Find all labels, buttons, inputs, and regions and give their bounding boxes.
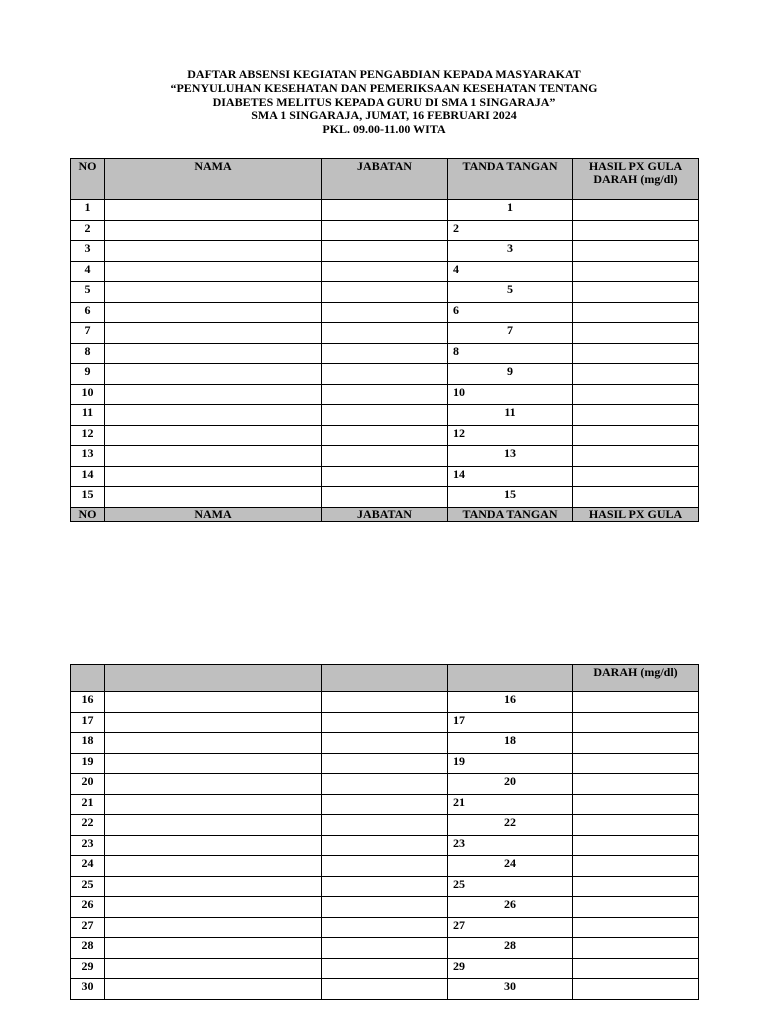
cell-jabatan xyxy=(322,425,448,446)
table-row xyxy=(71,917,699,938)
cell-nama xyxy=(105,692,322,713)
title-line-2: “PENYULUHAN KESEHATAN DAN PEMERIKSAAN KESEHATAN TENTANG xyxy=(170,80,598,95)
cell-tanda-tangan: 13 xyxy=(448,446,573,467)
row-number: 7 xyxy=(71,323,105,344)
cell-nama xyxy=(105,282,322,303)
header-no-empty xyxy=(71,665,105,692)
row-number: 6 xyxy=(71,302,105,323)
row-number: 25 xyxy=(71,876,105,897)
cell-tanda-tangan: 28 xyxy=(448,938,573,959)
table-row xyxy=(71,220,699,241)
row-number: 28 xyxy=(71,938,105,959)
cell-hasil xyxy=(573,323,699,344)
cell-jabatan xyxy=(322,794,448,815)
cell-hasil xyxy=(573,343,699,364)
cell-hasil xyxy=(573,958,699,979)
cell-tanda-tangan: 11 xyxy=(448,405,573,426)
cell-hasil xyxy=(573,405,699,426)
cell-nama xyxy=(105,815,322,836)
row-number: 24 xyxy=(71,856,105,877)
cell-tanda-tangan: 9 xyxy=(448,364,573,385)
table-row xyxy=(71,466,699,487)
header-jabatan-empty xyxy=(322,665,448,692)
cell-nama xyxy=(105,897,322,918)
header-nama-empty xyxy=(105,665,322,692)
attendance-table-1 xyxy=(70,158,699,522)
cell-nama xyxy=(105,323,322,344)
table-row xyxy=(71,282,699,303)
row-number: 4 xyxy=(71,261,105,282)
cell-hasil xyxy=(573,220,699,241)
row-number: 15 xyxy=(71,487,105,508)
cell-jabatan xyxy=(322,364,448,385)
cell-nama xyxy=(105,938,322,959)
table-row xyxy=(71,405,699,426)
header-hasil xyxy=(573,159,699,200)
cell-tanda-tangan: 20 xyxy=(448,774,573,795)
row-number: 29 xyxy=(71,958,105,979)
header-hasil-line-1: HASIL PX GULA xyxy=(588,159,683,173)
footer-tanda-tangan: TANDA TANGAN xyxy=(448,507,573,521)
cell-tanda-tangan: 29 xyxy=(448,958,573,979)
cell-hasil xyxy=(573,692,699,713)
cell-tanda-tangan: 12 xyxy=(448,425,573,446)
cell-hasil xyxy=(573,938,699,959)
cell-hasil xyxy=(573,282,699,303)
cell-jabatan xyxy=(322,692,448,713)
cell-tanda-tangan: 7 xyxy=(448,323,573,344)
row-number: 2 xyxy=(71,220,105,241)
row-number: 16 xyxy=(71,692,105,713)
cell-jabatan xyxy=(322,753,448,774)
cell-nama xyxy=(105,774,322,795)
cell-hasil xyxy=(573,979,699,1000)
document-title xyxy=(0,68,768,137)
row-number: 20 xyxy=(71,774,105,795)
row-number: 11 xyxy=(71,405,105,426)
footer-nama: NAMA xyxy=(105,507,322,521)
table-row xyxy=(71,733,699,754)
cell-tanda-tangan: 27 xyxy=(448,917,573,938)
cell-nama xyxy=(105,753,322,774)
table-row xyxy=(71,856,699,877)
cell-tanda-tangan: 16 xyxy=(448,692,573,713)
table-row xyxy=(71,897,699,918)
table-header-row xyxy=(71,665,699,692)
cell-hasil xyxy=(573,835,699,856)
cell-nama xyxy=(105,343,322,364)
cell-jabatan xyxy=(322,979,448,1000)
cell-nama xyxy=(105,876,322,897)
row-number: 9 xyxy=(71,364,105,385)
row-number: 19 xyxy=(71,753,105,774)
cell-jabatan xyxy=(322,876,448,897)
cell-nama xyxy=(105,979,322,1000)
cell-tanda-tangan: 8 xyxy=(448,343,573,364)
cell-jabatan xyxy=(322,815,448,836)
cell-tanda-tangan: 19 xyxy=(448,753,573,774)
cell-hasil xyxy=(573,774,699,795)
table-row xyxy=(71,241,699,262)
row-number: 21 xyxy=(71,794,105,815)
cell-hasil xyxy=(573,425,699,446)
cell-hasil xyxy=(573,466,699,487)
cell-tanda-tangan: 3 xyxy=(448,241,573,262)
title-line-1: DAFTAR ABSENSI KEGIATAN PENGABDIAN KEPADA MASYARAKAT xyxy=(187,67,581,81)
cell-hasil xyxy=(573,897,699,918)
cell-tanda-tangan: 4 xyxy=(448,261,573,282)
cell-jabatan xyxy=(322,446,448,467)
row-number: 13 xyxy=(71,446,105,467)
cell-jabatan xyxy=(322,897,448,918)
header-tanda-tangan-empty xyxy=(448,665,573,692)
header-tanda-tangan: TANDA TANGAN xyxy=(448,159,573,200)
cell-nama xyxy=(105,200,322,221)
cell-hasil xyxy=(573,241,699,262)
cell-hasil xyxy=(573,712,699,733)
cell-tanda-tangan: 24 xyxy=(448,856,573,877)
cell-jabatan xyxy=(322,774,448,795)
cell-tanda-tangan: 23 xyxy=(448,835,573,856)
header-nama: NAMA xyxy=(105,159,322,200)
row-number: 26 xyxy=(71,897,105,918)
table-row xyxy=(71,302,699,323)
row-number: 27 xyxy=(71,917,105,938)
row-number: 23 xyxy=(71,835,105,856)
row-number: 1 xyxy=(71,200,105,221)
row-number: 18 xyxy=(71,733,105,754)
table-row xyxy=(71,938,699,959)
cell-nama xyxy=(105,261,322,282)
table-row xyxy=(71,425,699,446)
row-number: 14 xyxy=(71,466,105,487)
cell-nama xyxy=(105,958,322,979)
cell-hasil xyxy=(573,446,699,467)
cell-jabatan xyxy=(322,261,448,282)
cell-tanda-tangan: 14 xyxy=(448,466,573,487)
table-row xyxy=(71,876,699,897)
table-row xyxy=(71,692,699,713)
cell-nama xyxy=(105,384,322,405)
cell-hasil xyxy=(573,856,699,877)
cell-tanda-tangan: 17 xyxy=(448,712,573,733)
cell-jabatan xyxy=(322,712,448,733)
cell-jabatan xyxy=(322,220,448,241)
header-hasil-line-2: DARAH (mg/dl) xyxy=(593,172,678,186)
cell-nama xyxy=(105,466,322,487)
cell-nama xyxy=(105,425,322,446)
cell-hasil xyxy=(573,815,699,836)
cell-hasil xyxy=(573,261,699,282)
cell-tanda-tangan: 25 xyxy=(448,876,573,897)
cell-tanda-tangan: 10 xyxy=(448,384,573,405)
cell-jabatan xyxy=(322,733,448,754)
cell-nama xyxy=(105,917,322,938)
footer-no: NO xyxy=(71,507,105,521)
cell-nama xyxy=(105,302,322,323)
cell-hasil xyxy=(573,302,699,323)
cell-jabatan xyxy=(322,466,448,487)
cell-jabatan xyxy=(322,938,448,959)
cell-hasil xyxy=(573,487,699,508)
cell-tanda-tangan: 2 xyxy=(448,220,573,241)
table-row xyxy=(71,384,699,405)
cell-nama xyxy=(105,733,322,754)
header-jabatan: JABATAN xyxy=(322,159,448,200)
table-row xyxy=(71,835,699,856)
table-row xyxy=(71,446,699,467)
cell-jabatan xyxy=(322,323,448,344)
cell-jabatan xyxy=(322,835,448,856)
footer-jabatan: JABATAN xyxy=(322,507,448,521)
cell-nama xyxy=(105,241,322,262)
table-body xyxy=(71,200,699,508)
cell-jabatan xyxy=(322,405,448,426)
cell-hasil xyxy=(573,753,699,774)
cell-jabatan xyxy=(322,343,448,364)
cell-tanda-tangan: 30 xyxy=(448,979,573,1000)
table-row xyxy=(71,487,699,508)
table-row xyxy=(71,261,699,282)
cell-tanda-tangan: 22 xyxy=(448,815,573,836)
cell-jabatan xyxy=(322,917,448,938)
table-row xyxy=(71,343,699,364)
cell-tanda-tangan: 26 xyxy=(448,897,573,918)
cell-nama xyxy=(105,794,322,815)
cell-nama xyxy=(105,446,322,467)
cell-jabatan xyxy=(322,241,448,262)
table-body xyxy=(71,692,699,1000)
cell-jabatan xyxy=(322,282,448,303)
table-row xyxy=(71,364,699,385)
title-line-5: PKL. 09.00-11.00 WITA xyxy=(322,122,446,136)
cell-tanda-tangan: 6 xyxy=(448,302,573,323)
cell-nama xyxy=(105,712,322,733)
table-row xyxy=(71,958,699,979)
header-hasil-continued: DARAH (mg/dl) xyxy=(573,665,699,692)
cell-tanda-tangan: 15 xyxy=(448,487,573,508)
row-number: 5 xyxy=(71,282,105,303)
cell-nama xyxy=(105,835,322,856)
row-number: 3 xyxy=(71,241,105,262)
cell-tanda-tangan: 1 xyxy=(448,200,573,221)
cell-hasil xyxy=(573,794,699,815)
title-line-3: DIABETES MELITUS KEPADA GURU DI SMA 1 SINGARAJA” xyxy=(212,94,556,109)
row-number: 22 xyxy=(71,815,105,836)
row-number: 10 xyxy=(71,384,105,405)
cell-hasil xyxy=(573,876,699,897)
cell-nama xyxy=(105,856,322,877)
footer-hasil: HASIL PX GULA xyxy=(573,507,699,521)
row-number: 30 xyxy=(71,979,105,1000)
cell-nama xyxy=(105,364,322,385)
cell-hasil xyxy=(573,733,699,754)
cell-jabatan xyxy=(322,384,448,405)
cell-tanda-tangan: 21 xyxy=(448,794,573,815)
title-line-4: SMA 1 SINGARAJA, JUMAT, 16 FEBRUARI 2024 xyxy=(251,108,517,123)
cell-jabatan xyxy=(322,200,448,221)
table-row xyxy=(71,774,699,795)
row-number: 8 xyxy=(71,343,105,364)
table-footer-row xyxy=(71,507,699,521)
cell-hasil xyxy=(573,364,699,385)
cell-jabatan xyxy=(322,302,448,323)
cell-jabatan xyxy=(322,487,448,508)
cell-jabatan xyxy=(322,958,448,979)
table-row xyxy=(71,753,699,774)
cell-nama xyxy=(105,405,322,426)
table-row xyxy=(71,323,699,344)
cell-tanda-tangan: 18 xyxy=(448,733,573,754)
table-row xyxy=(71,794,699,815)
table-header-row xyxy=(71,159,699,200)
cell-nama xyxy=(105,220,322,241)
cell-hasil xyxy=(573,917,699,938)
cell-hasil xyxy=(573,384,699,405)
table-row xyxy=(71,979,699,1000)
cell-hasil xyxy=(573,200,699,221)
cell-tanda-tangan: 5 xyxy=(448,282,573,303)
cell-jabatan xyxy=(322,856,448,877)
row-number: 17 xyxy=(71,712,105,733)
header-no: NO xyxy=(71,159,105,200)
table-row xyxy=(71,712,699,733)
table-row xyxy=(71,200,699,221)
table-row xyxy=(71,815,699,836)
attendance-table-2 xyxy=(70,664,699,1000)
cell-nama xyxy=(105,487,322,508)
row-number: 12 xyxy=(71,425,105,446)
